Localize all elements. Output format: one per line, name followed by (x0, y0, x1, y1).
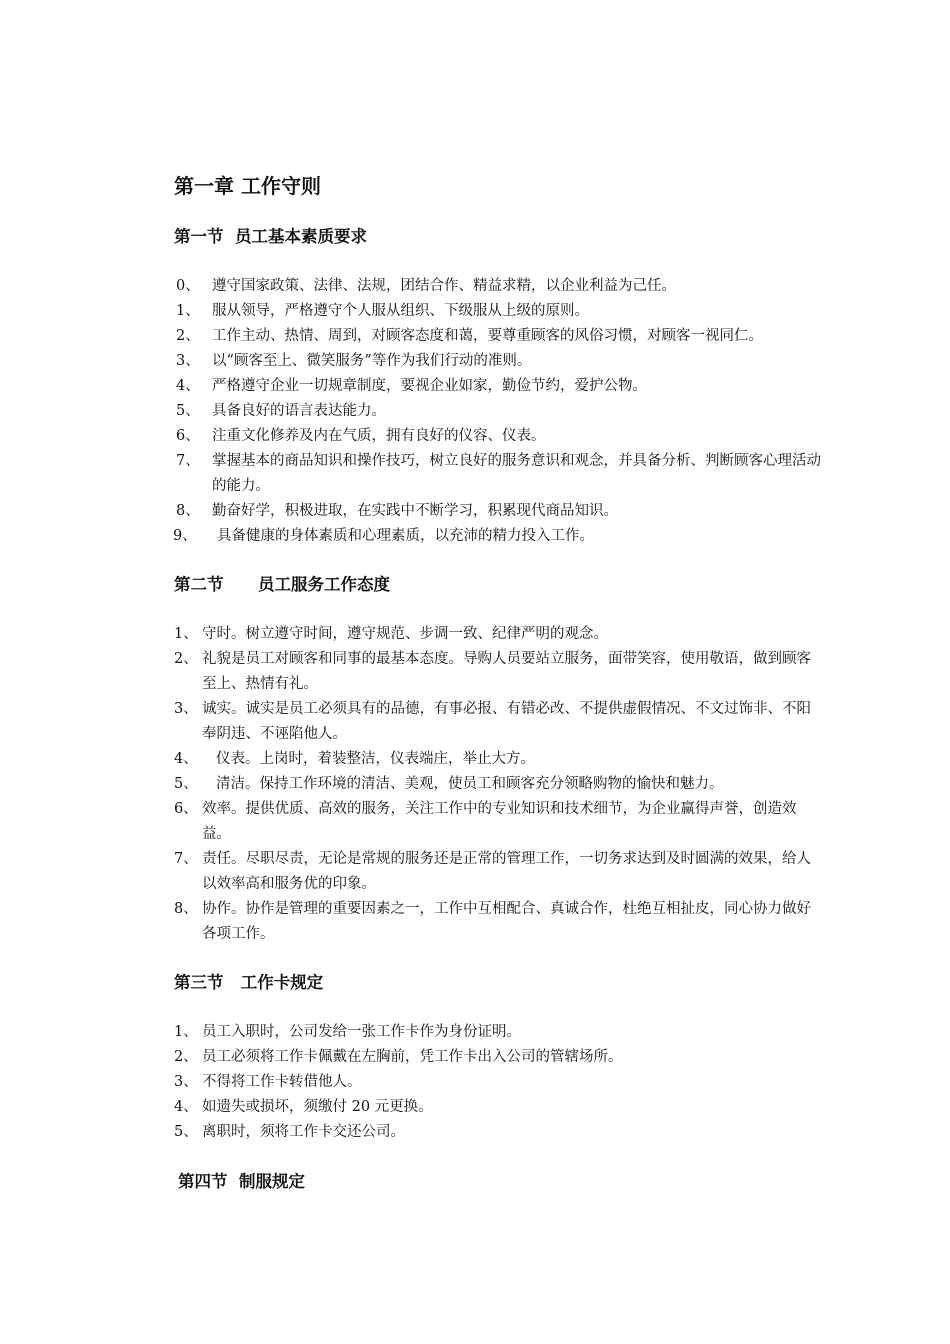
chapter-title: 第一章 工作守则 (174, 174, 321, 198)
item-text: 离职时，须将工作卡交还公司。 (202, 1124, 405, 1140)
item-text: 员工必须将工作卡佩戴在左胸前，凭工作卡出入公司的管辖场所。 (202, 1049, 623, 1065)
item-text: 仪表。上岗时，着装整洁，仪表端庄，举止大方。 (216, 751, 535, 767)
list-item (174, 1095, 824, 1120)
item-text: 遵守国家政策、法律、法规，团结合作、精益求精，以企业利益为己任。 (212, 278, 676, 294)
list-item (174, 697, 824, 747)
item-number: 5、 (174, 1124, 198, 1140)
item-text: 以“顾客至上、微笑服务”等作为我们行动的准则。 (212, 353, 532, 369)
item-number: 4、 (174, 751, 198, 767)
section-1-list (173, 274, 826, 549)
item-number: 5、 (176, 403, 200, 419)
list-item (174, 622, 824, 647)
item-number: 2、 (174, 1049, 198, 1065)
item-number: 9、 (173, 528, 197, 544)
section-title-3: 第三节 工作卡规定 (174, 973, 324, 992)
item-text: 具备良好的语言表达能力。 (212, 403, 386, 419)
item-number: 0、 (176, 278, 200, 294)
item-text: 如遗失或损坏，须缴付 20 元更换。 (202, 1099, 433, 1115)
item-number: 1、 (176, 303, 200, 319)
list-item (174, 897, 824, 947)
item-text: 员工入职时，公司发给一张工作卡作为身份证明。 (202, 1024, 521, 1040)
list-item (174, 1070, 824, 1095)
list-item (173, 524, 826, 549)
item-text: 具备健康的身体素质和心理素质，以充沛的精力投入工作。 (217, 528, 594, 544)
item-text: 掌握基本的商品知识和操作技巧，树立良好的服务意识和观念，并具备分析、判断顾客心理活动的能力。 (212, 453, 821, 494)
item-text: 守时。树立遵守时间，遵守规范、步调一致、纪律严明的观念。 (202, 626, 608, 642)
list-item (174, 772, 824, 797)
list-item (174, 1045, 824, 1070)
item-number: 7、 (174, 851, 198, 867)
list-item (176, 274, 826, 299)
list-item (176, 324, 826, 349)
list-item (176, 399, 826, 424)
list-item (174, 797, 824, 847)
item-number: 4、 (176, 378, 200, 394)
item-number: 2、 (176, 328, 200, 344)
item-number: 3、 (176, 353, 200, 369)
item-text: 责任。尽职尽责，无论是常规的服务还是正常的管理工作，一切务求达到及时圆满的效果，给人以效率高和服务优的印象。 (202, 851, 811, 892)
item-number: 7、 (176, 453, 200, 469)
list-item (176, 499, 826, 524)
item-number: 5、 (174, 776, 198, 792)
list-item (174, 1120, 824, 1145)
list-item (176, 424, 826, 449)
item-text: 效率。提供优质、高效的服务，关注工作中的专业知识和技术细节，为企业赢得声誉，创造效益。 (202, 801, 797, 842)
item-text: 协作。协作是管理的重要因素之一，工作中互相配合、真诚合作，杜绝互相扯皮，同心协力做好各项工作。 (202, 901, 811, 942)
list-item (176, 349, 826, 374)
item-number: 1、 (174, 626, 198, 642)
item-text: 清洁。保持工作环境的清洁、美观，使员工和顾客充分领略购物的愉快和魅力。 (216, 776, 724, 792)
item-number: 6、 (176, 428, 200, 444)
item-number: 3、 (174, 701, 198, 717)
item-text: 礼貌是员工对顾客和同事的最基本态度。导购人员要站立服务，面带笑容，使用敬语，做到顾客至上、热情有礼。 (202, 651, 811, 692)
item-text: 服从领导，严格遵守个人服从组织、下级服从上级的原则。 (212, 303, 589, 319)
item-text: 诚实。诚实是员工必须具有的品德，有事必报、有错必改、不提供虚假情况、不文过饰非、不阳奉阴违、不诬陷他人。 (202, 701, 811, 742)
list-item (174, 747, 824, 772)
item-text: 不得将工作卡转借他人。 (202, 1074, 362, 1090)
list-item (174, 1020, 824, 1045)
section-title-1: 第一节 员工基本素质要求 (174, 227, 367, 246)
item-text: 注重文化修养及内在气质，拥有良好的仪容、仪表。 (212, 428, 546, 444)
section-title-2: 第二节 员工服务工作态度 (174, 575, 390, 594)
section-title-4: 第四节 制服规定 (178, 1172, 305, 1191)
item-number: 4、 (174, 1099, 198, 1115)
item-number: 2、 (174, 651, 198, 667)
item-text: 严格遵守企业一切规章制度，要视企业如家，勤俭节约，爱护公物。 (212, 378, 647, 394)
item-text: 工作主动、热情、周到，对顾客态度和蔼，要尊重顾客的风俗习惯，对顾客一视同仁。 (212, 328, 763, 344)
list-item (174, 847, 824, 897)
list-item (176, 449, 826, 499)
item-number: 1、 (174, 1024, 198, 1040)
list-item (176, 374, 826, 399)
section-3-list (174, 1020, 824, 1145)
item-number: 8、 (174, 901, 198, 917)
list-item (174, 647, 824, 697)
list-item (176, 299, 826, 324)
item-number: 6、 (174, 801, 198, 817)
section-2-list (174, 622, 824, 947)
item-number: 3、 (174, 1074, 198, 1090)
item-text: 勤奋好学，积极进取，在实践中不断学习，积累现代商品知识。 (212, 503, 618, 519)
item-number: 8、 (176, 503, 200, 519)
